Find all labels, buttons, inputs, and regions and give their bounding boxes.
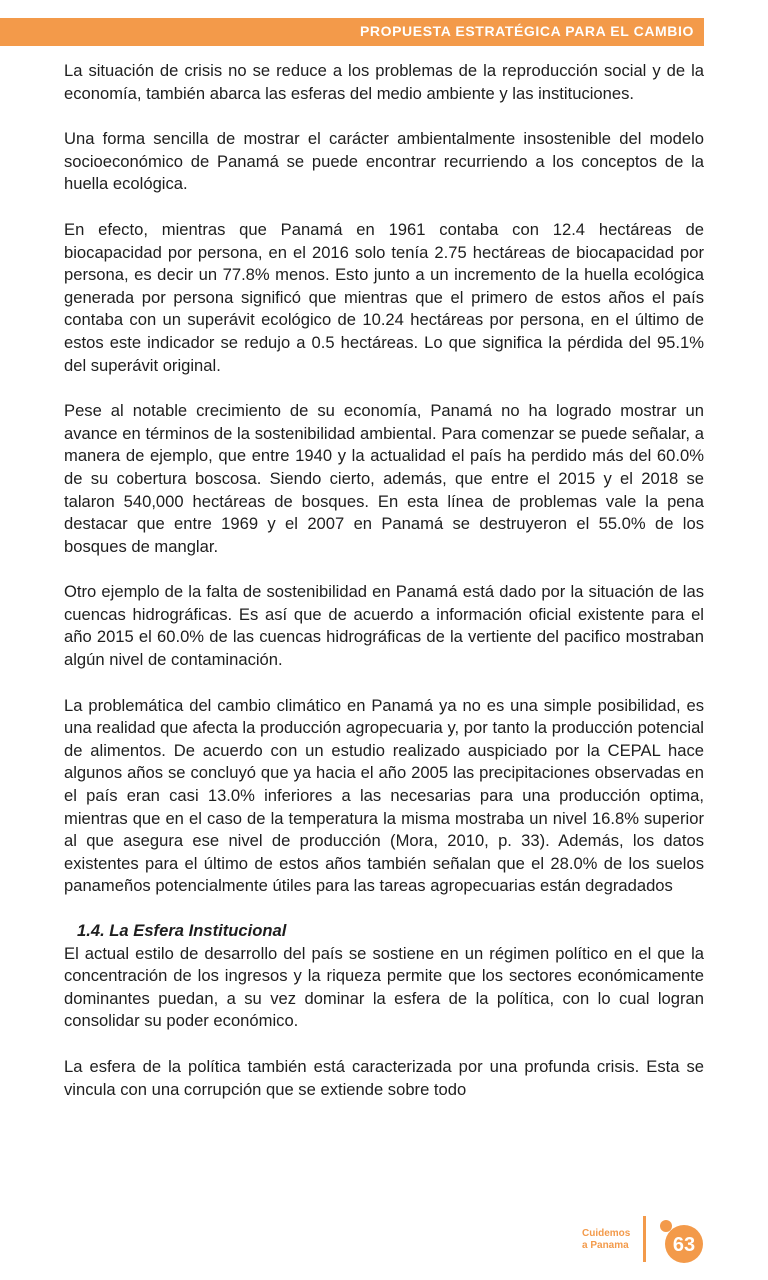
paragraph-political-crisis: La esfera de la política también está caracterizada por una profunda crisis. Esta se vincula con una corrupción que se extiende sobre todo — [64, 1056, 704, 1099]
page-number-badge — [658, 1220, 706, 1264]
footer-logo-line2: a Panama — [582, 1240, 629, 1251]
paragraph-crisis-scope: La situación de crisis no se reduce a los problemas de la reproducción social y de la economía, también abarca las esferas del medio ambiente y las instituciones. — [64, 61, 704, 103]
document-body — [64, 60, 704, 1124]
paragraph-watersheds: Otro ejemplo de la falta de sostenibilidad en Panamá está dado por la situación de las cuencas hidrográficas. Es así que de acuerdo a información oficial existente para el año 2015 el 60.0% de las cuencas hidrográficas de la vertiente del pacifico mostraban algún nivel de contaminación. — [64, 582, 704, 670]
footer-divider — [643, 1216, 646, 1262]
paragraph-ecological-footprint: Una forma sencilla de mostrar el carácter ambientalmente insostenible del modelo socioeconómico de Panamá se puede encontrar recurriendo a los conceptos de la huella ecológica. — [64, 129, 704, 194]
paragraph-biocapacity: En efecto, mientras que Panamá en 1961 contaba con 12.4 hectáreas de biocapacidad por persona, en el 2016 solo tenía 2.75 hectáreas de biocapacidad por persona, es decir un 77.8% menos. Esto junto a un incremento de la huella ecológica generada por persona significó que mientras que el primero de estos años el país contaba con un superávit ecológico de 10.24 hectáreas por persona, en el último de estos este indicador se redujo a 0.5 hectáreas. Lo que significa la pérdida del 95.1% del superávit original. — [64, 219, 704, 375]
paragraph-climate-change: La problemática del cambio climático en Panamá ya no es una simple posibilidad, es una realidad que afecta la producción agropecuaria y, por tanto la producción potencial de alimentos. De acuerdo con un estudio realizado auspiciado por la CEPAL hace algunos años se concluyó que ya hacia el año 2005 las precipitaciones observadas en el país eran casi 13.0% inferiores a las necesarias para una producción optima, mientras que en el caso de la temperatura la misma mostraba un nivel 16.8% superior al que asegura ese nivel de producción (Mora, 2010, p. 33). Además, los datos existentes para el último de estos años también señalan que el 28.0% de los suelos panameños potencialmente útiles para las tareas agropecuarias están degradados — [64, 695, 704, 896]
header-bar — [0, 18, 704, 46]
section-heading-institutional: 1.4. La Esfera Institucional — [77, 921, 287, 940]
footer-logo-text — [582, 1228, 630, 1252]
badge-dot-icon — [660, 1220, 672, 1232]
header-title: PROPUESTA ESTRATÉGICA PARA EL CAMBIO — [359, 23, 694, 39]
page-number: 63 — [672, 1234, 696, 1256]
footer-logo-line1: Cuidemos — [582, 1228, 631, 1239]
paragraph-forest-loss: Pese al notable crecimiento de su economía, Panamá no ha logrado mostrar un avance en términos de la sostenibilidad ambiental. Para comenzar se puede señalar, a manera de ejemplo, que entre 1940 y la actualidad el país ha perdido más del 60.0% de su cobertura boscosa. Siendo cierto, además, que entre el 2015 y el 2018 se talaron 540,000 hectáreas de bosques. En esta línea de problemas vale la pena destacar que entre 1969 y el 2007 en Panamá se destruyeron el 55.0% de los bosques de manglar. — [64, 401, 704, 556]
footer-logo — [580, 1214, 710, 1266]
paragraph-political-regime: El actual estilo de desarrollo del país se sostiene en un régimen político en el que la concentración de los ingresos y la riqueza permite que los sectores económicamente dominantes puedan, a su vez dominar la esfera de la política, con lo cual logran consolidar su poder económico. — [64, 943, 704, 1031]
